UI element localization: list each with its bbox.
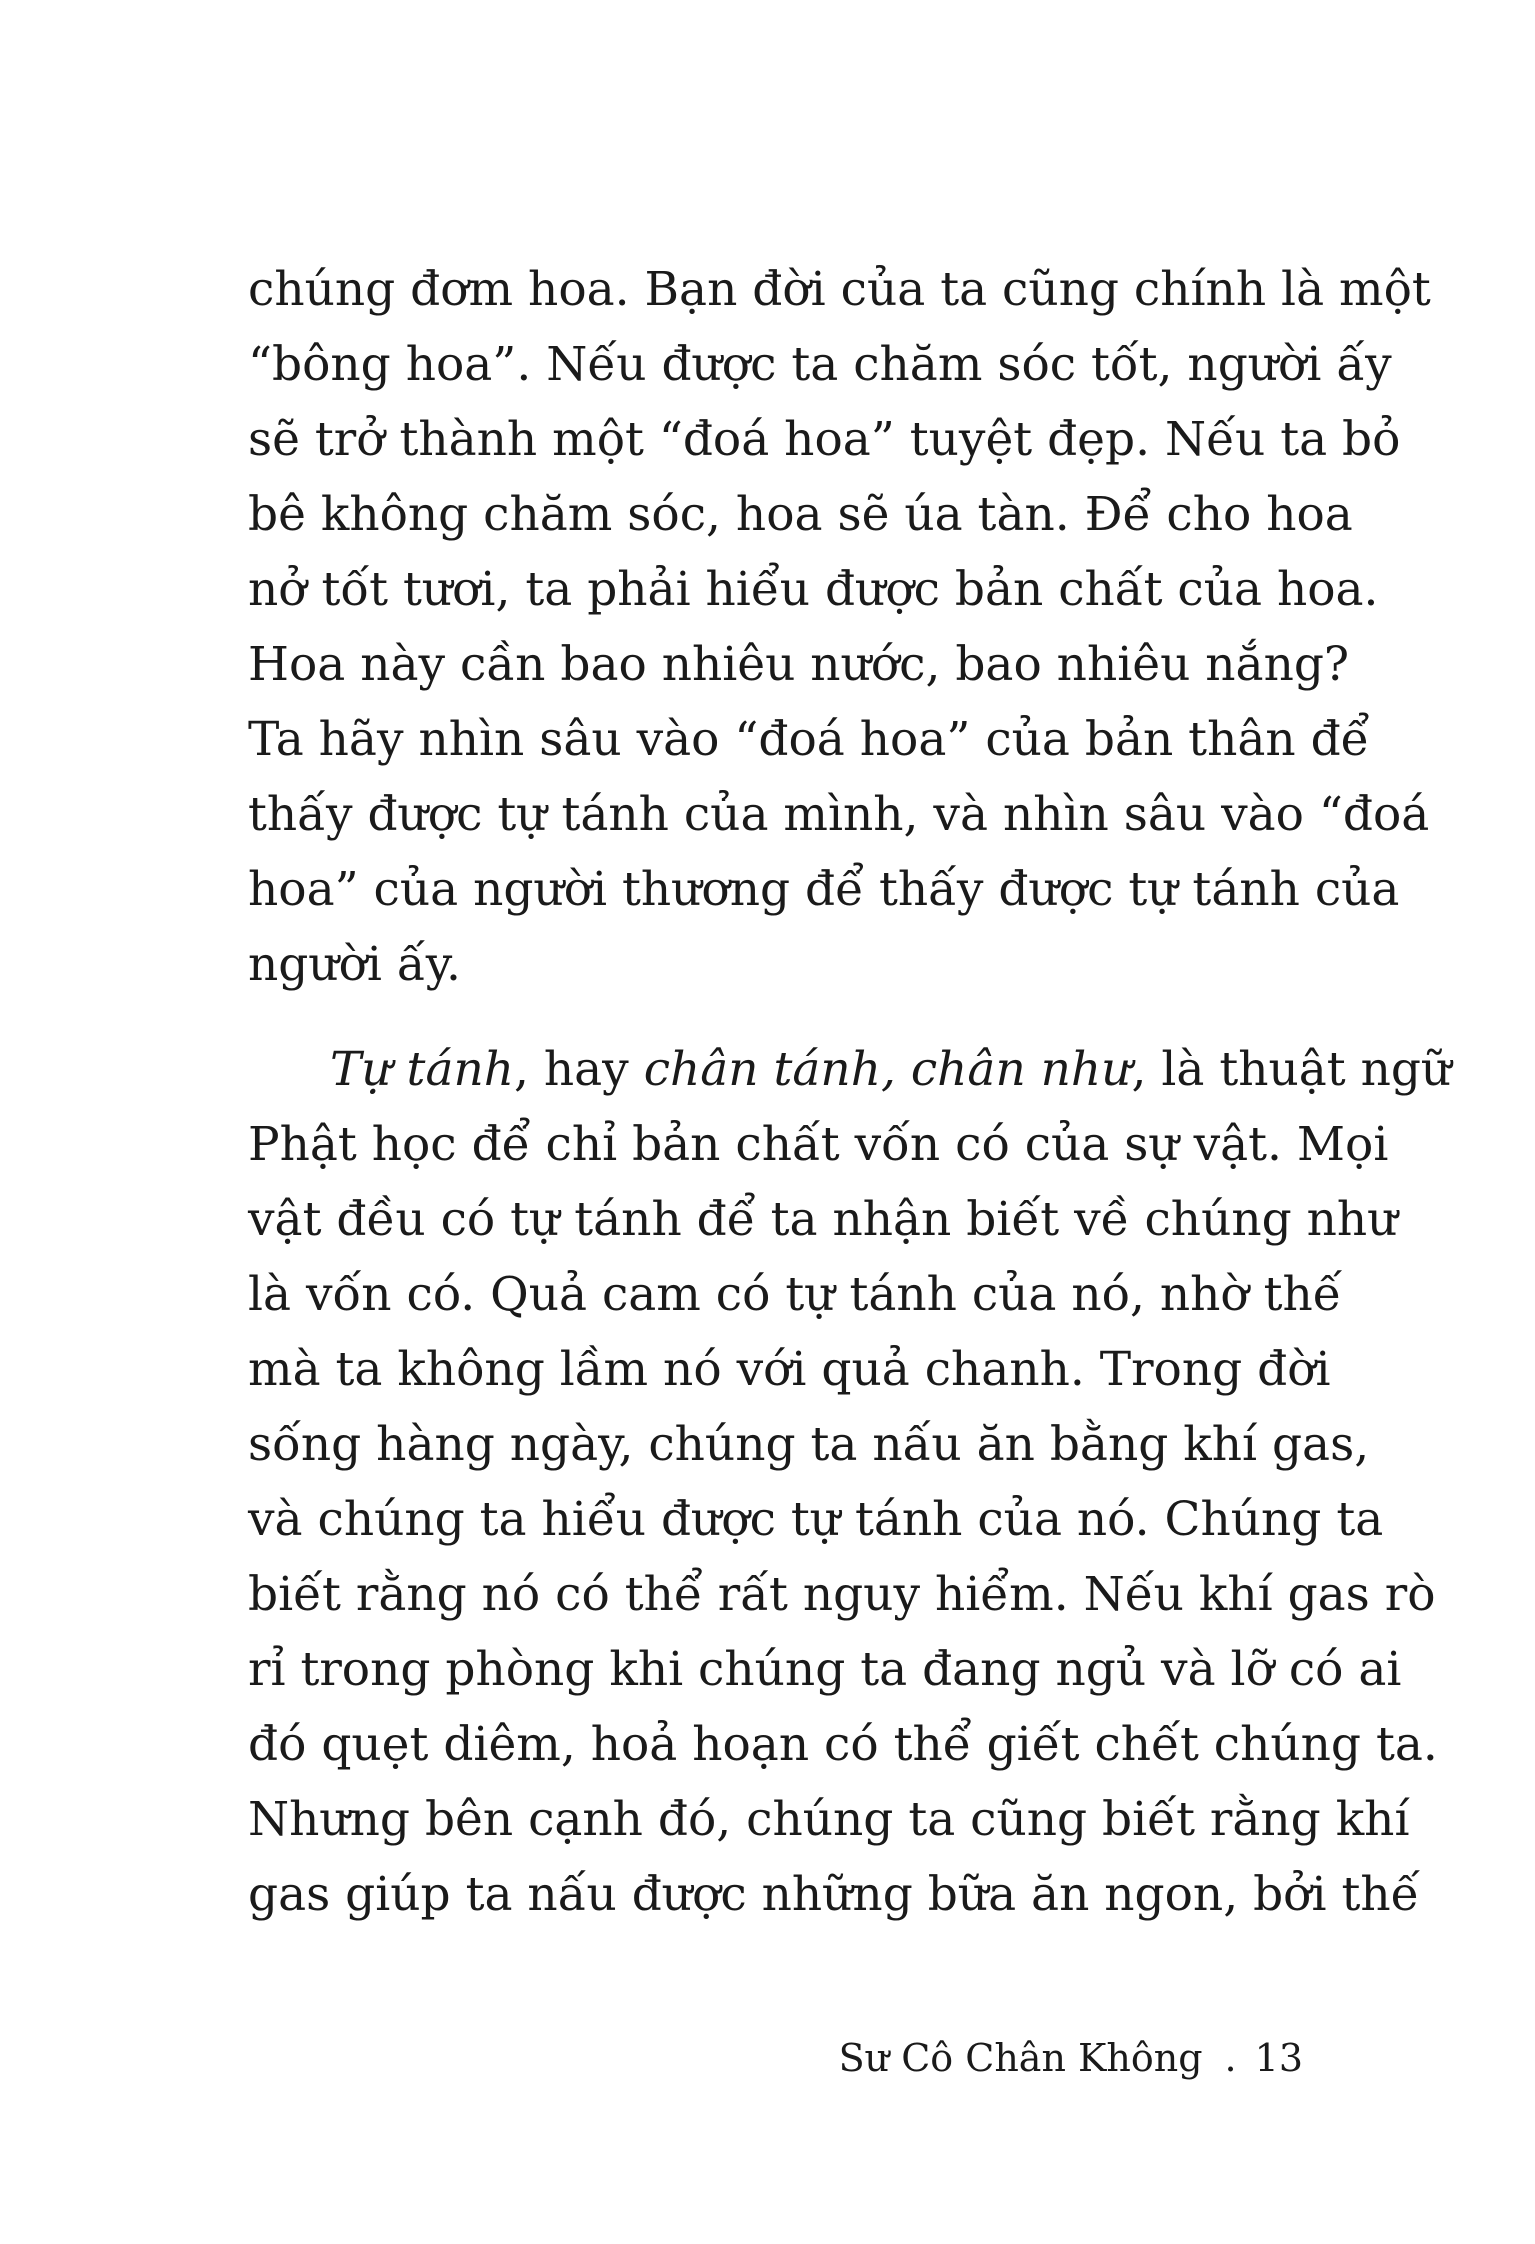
text-line: rỉ trong phòng khi chúng ta đang ngủ và lỡ có ai [248,1642,1402,1697]
paragraph-2 [248,1032,1452,1932]
text-line: Ta hãy nhìn sâu vào “đoá hoa” của bản thân để [248,712,1370,767]
book-page [248,0,1452,2244]
text-line: mà ta không lầm nó với quả chanh. Trong đời [248,1342,1331,1397]
running-author: Sư Cô Chân Không [838,2036,1203,2080]
text-line: hoa” của người thương để thấy được tự tánh của [248,862,1400,917]
text-line: Hoa này cần bao nhiêu nước, bao nhiêu nắng? [248,637,1350,692]
footer-separator: . [1224,2036,1237,2080]
text-line: Phật học để chỉ bản chất vốn có của sự vật. Mọi [248,1117,1389,1172]
paragraph-gap [248,1002,1303,1032]
text-fragment: , hay [514,1042,644,1097]
text-fragment: , là thuật ngữ [1131,1042,1452,1097]
text-line: sống hàng ngày, chúng ta nấu ăn bằng khí gas, [248,1417,1370,1472]
text-line: là vốn có. Quả cam có tự tánh của nó, nhờ thế [248,1267,1342,1322]
text-line: biết rằng nó có thể rất nguy hiểm. Nếu khí gas rò [248,1567,1436,1622]
text-line: nở tốt tươi, ta phải hiểu được bản chất của hoa. [248,562,1379,617]
body-text [248,252,1452,1932]
term-chan-tanh-chan-nhu: chân tánh, chân như [643,1042,1132,1097]
text-line: “bông hoa”. Nếu được ta chăm sóc tốt, người ấy [248,337,1392,392]
text-line: gas giúp ta nấu được những bữa ăn ngon, bởi thế [248,1867,1420,1922]
text-line: thấy được tự tánh của mình, và nhìn sâu vào “đoá [248,787,1430,842]
term-tu-tanh: Tự tánh [330,1042,515,1097]
text-line: đó quẹt diêm, hoả hoạn có thể giết chết chúng ta. [248,1717,1438,1772]
text-line: sẽ trở thành một “đoá hoa” tuyệt đẹp. Nếu ta bỏ [248,412,1401,467]
text-line: và chúng ta hiểu được tự tánh của nó. Chúng ta [248,1492,1384,1547]
text-line: bê không chăm sóc, hoa sẽ úa tàn. Để cho hoa [248,487,1353,542]
text-line: Nhưng bên cạnh đó, chúng ta cũng biết rằng khí [248,1792,1410,1847]
paragraph-1 [248,252,1431,1002]
text-line: vật đều có tự tánh để ta nhận biết về chúng như [248,1192,1398,1247]
page-number: 13 [1254,2036,1303,2080]
text-line-first [248,1032,1452,1107]
page-footer [839,2028,1303,2088]
text-line: chúng đơm hoa. Bạn đời của ta cũng chính là một [248,262,1431,317]
text-line: người ấy. [248,937,461,992]
